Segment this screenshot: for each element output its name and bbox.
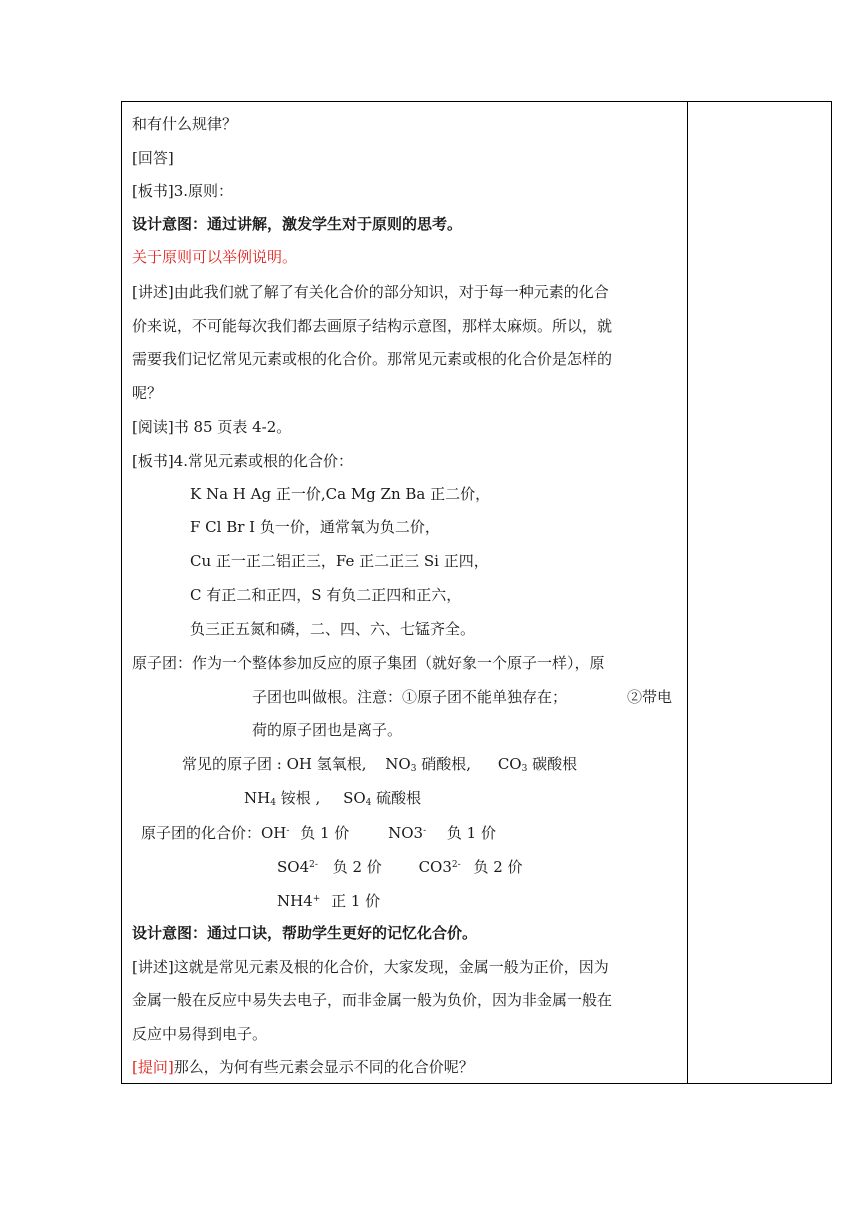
mnemonic-line: 负三正五氮和磷，二、四、六、七锰齐全。 — [190, 620, 476, 638]
radical-co3-name: 碳酸根 — [532, 755, 578, 773]
mnemonic-line: K Na H Ag 正一价,Ca Mg Zn Ba 正二价， — [190, 485, 491, 503]
radical-nh4: $NH_4$ — [244, 789, 276, 808]
question-line: [提问]那么，为何有些元素会显示不同的化合价呢？ — [132, 1058, 474, 1076]
valence-line-1: 原子团的化合价：OH- 负 1 价 NO3- 负 1 价 — [141, 824, 496, 842]
teacher-note: 关于原则可以举例说明。 — [132, 248, 298, 266]
column-divider — [687, 102, 688, 1083]
radical-list-2 — [244, 788, 421, 813]
reading-line: [阅读]书 85 页表 4-2。 — [132, 418, 292, 436]
radical-no3: $NO_3$ — [385, 755, 417, 774]
radical-so4-name: 硫酸根 — [376, 789, 422, 807]
mnemonic-line: C 有正二和正四，S 有负二正四和正六， — [190, 586, 462, 604]
content-cell — [122, 102, 687, 1083]
mnemonic-line: Cu 正一正二铝正三，Fe 正二正三 Si 正四， — [190, 552, 489, 570]
question-tag: [提问] — [132, 1058, 174, 1076]
lesson-table — [121, 101, 832, 1084]
answer-tag: [回答] — [132, 149, 174, 167]
radical-nh4-name: 铵根 , — [280, 789, 321, 807]
text-line: 原子团：作为一个整体参加反应的原子集团（就好象一个原子一样），原 — [132, 654, 605, 672]
text-line: 需要我们记忆常见元素或根的化合价。那常见元素或根的化合价是怎样的 — [132, 350, 613, 368]
radical-list-1 — [182, 754, 577, 779]
radical-co3: $CO_3$ — [497, 755, 528, 774]
text-line: 呢？ — [132, 384, 163, 402]
radical-no3-name: 硝酸根, — [421, 755, 472, 773]
radical-oh: 常见的原子团 : OH 氢氧根, — [182, 755, 367, 773]
board-heading-3: [板书]3.原则： — [132, 182, 234, 200]
text-line: 子团也叫做根。注意：①原子团不能单独存在； — [252, 688, 568, 706]
design-intent-1: 设计意图：通过讲解，激发学生对于原则的思考。 — [132, 215, 463, 233]
text-line: [讲述]由此我们就了解了有关化合价的部分知识，对于每一种元素的化合 — [132, 283, 609, 301]
text-line: 价来说，不可能每次我们都去画原子结构示意图，那样太麻烦。所以，就 — [132, 317, 613, 335]
mnemonic-line: F Cl Br I 负一价，通常氧为负二价， — [190, 518, 440, 536]
valence-line-3: NH4+ 正 1 价 — [277, 892, 381, 910]
text-line: 反应中易得到电子。 — [132, 1025, 268, 1043]
design-intent-2: 设计意图：通过口诀，帮助学生更好的记忆化合价。 — [132, 924, 478, 942]
valence-line-2: $SO4^{2-}$ 负 2 价 $CO3^{2-}$ 负 2 价 — [277, 858, 523, 876]
text-line: 金属一般在反应中易失去电子，而非金属一般为负价，因为非金属一般在 — [132, 991, 613, 1009]
radical-so4: $SO_4$ — [343, 789, 372, 808]
text-line: [讲述]这就是常见元素及根的化合价，大家发现，金属一般为正价，因为 — [132, 958, 609, 976]
board-heading-4: [板书]4.常见元素或根的化合价： — [132, 452, 354, 470]
text-line: ②带电 — [627, 688, 673, 706]
text-line: 和有什么规律？ — [132, 115, 238, 133]
text-line: 荷的原子团也是离子。 — [252, 721, 403, 739]
